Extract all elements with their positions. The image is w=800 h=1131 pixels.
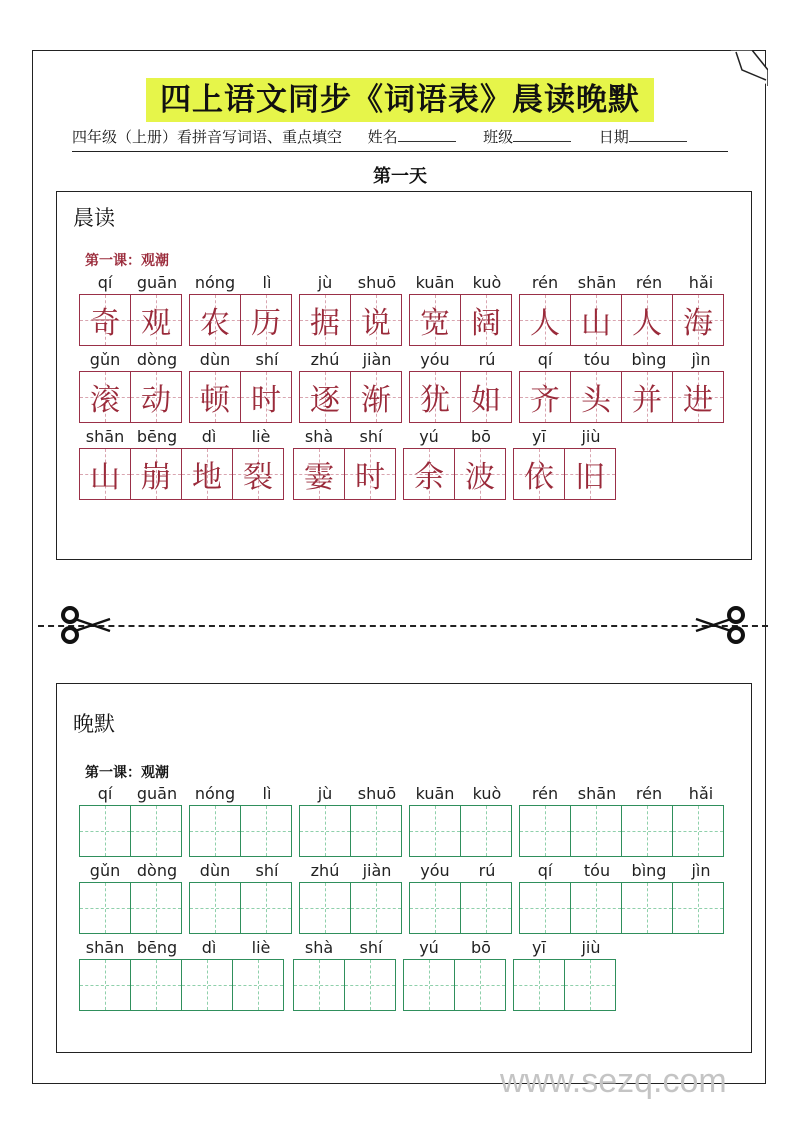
pinyin-label: shí [255, 861, 279, 880]
worksheet-title: 四上语文同步《词语表》晨读晚默 [146, 78, 654, 122]
character-cell [189, 371, 241, 423]
pinyin-label: kuò [472, 784, 502, 803]
pinyin-label: shuō [357, 273, 397, 292]
hanzi-character: 头 [581, 383, 611, 418]
word-group [403, 426, 507, 500]
word-group [409, 272, 513, 346]
writing-cell[interactable] [79, 959, 131, 1011]
word-group [519, 860, 727, 934]
pinyin-label: yú [419, 938, 439, 957]
character-cell [350, 371, 402, 423]
hanzi-character: 余 [414, 460, 444, 495]
scissors-right-icon [692, 605, 748, 645]
character-cell [672, 371, 724, 423]
tianzige-cells [293, 959, 397, 1011]
word-group [519, 783, 727, 857]
pinyin-label: bìng [631, 861, 667, 880]
character-cell [519, 294, 571, 346]
pinyin-label: qí [537, 861, 553, 880]
character-cell [409, 294, 461, 346]
hanzi-character: 旧 [575, 460, 605, 495]
tianzige-cells [409, 805, 513, 857]
hanzi-character: 裂 [243, 460, 273, 495]
pinyin-label: jiù [581, 427, 601, 446]
pinyin-label: dùn [199, 350, 231, 369]
pinyin-label: lì [262, 273, 272, 292]
class-label: 班级 [483, 128, 514, 146]
character-cell [672, 294, 724, 346]
writing-cell[interactable] [564, 959, 616, 1011]
tianzige-cells [409, 882, 513, 934]
word-group [189, 272, 293, 346]
pinyin-label: gǔn [89, 861, 121, 880]
pinyin-row [79, 426, 287, 448]
character-cell [350, 294, 402, 346]
date-blank [629, 127, 687, 142]
pinyin-label: hǎi [688, 273, 714, 292]
pinyin-label: kuān [415, 784, 455, 803]
word-row [79, 426, 739, 500]
pinyin-label: yóu [420, 861, 450, 880]
pinyin-label: rén [635, 273, 663, 292]
pinyin-label: shuō [357, 784, 397, 803]
character-cell [519, 371, 571, 423]
pinyin-label: qí [97, 273, 113, 292]
word-row [79, 272, 739, 346]
pinyin-row [519, 860, 727, 882]
hanzi-character: 渐 [361, 383, 391, 418]
evening-dictation-box [56, 683, 752, 1053]
character-cell [344, 448, 396, 500]
character-cell [621, 294, 673, 346]
pinyin-label: shān [577, 273, 617, 292]
writing-cell[interactable] [409, 805, 461, 857]
pinyin-label: yú [419, 427, 439, 446]
hanzi-character: 齐 [530, 383, 560, 418]
pinyin-label: shān [85, 938, 125, 957]
writing-cell[interactable] [232, 959, 284, 1011]
character-cell [79, 371, 131, 423]
tianzige-cells [519, 805, 727, 857]
writing-cell[interactable] [454, 959, 506, 1011]
word-group [79, 426, 287, 500]
grade-instructions: 四年级（上册）看拼音写词语、重点填空 [72, 128, 343, 146]
character-cell [564, 448, 616, 500]
pinyin-label: shí [255, 350, 279, 369]
writing-cell[interactable] [79, 882, 131, 934]
pinyin-label: rú [478, 861, 496, 880]
pinyin-label: dì [201, 427, 217, 446]
character-cell [409, 371, 461, 423]
pinyin-label: dì [201, 938, 217, 957]
evening-lesson-title: 第一课：观潮 [85, 765, 169, 781]
pinyin-label: gǔn [89, 350, 121, 369]
character-cell [299, 371, 351, 423]
writing-cell[interactable] [130, 959, 182, 1011]
tianzige-cells [519, 371, 727, 423]
pinyin-label: rén [635, 784, 663, 803]
hanzi-character: 农 [200, 306, 230, 341]
character-cell [570, 294, 622, 346]
pinyin-label: qí [97, 784, 113, 803]
word-group [189, 783, 293, 857]
tianzige-cells [403, 959, 507, 1011]
writing-cell[interactable] [130, 882, 182, 934]
word-group [189, 349, 293, 423]
hanzi-character: 历 [251, 306, 281, 341]
pinyin-label: kuān [415, 273, 455, 292]
pinyin-row [409, 349, 513, 371]
hanzi-character: 崩 [141, 460, 171, 495]
pinyin-row [189, 272, 293, 294]
scissors-left-icon [58, 605, 114, 645]
pinyin-label: tóu [583, 861, 611, 880]
word-row [79, 349, 739, 423]
pinyin-label: rú [478, 350, 496, 369]
word-group [299, 349, 403, 423]
word-group [79, 272, 183, 346]
character-cell [621, 371, 673, 423]
character-cell [130, 294, 182, 346]
character-cell [79, 448, 131, 500]
word-row [79, 937, 739, 1011]
pinyin-row [189, 860, 293, 882]
pinyin-row [409, 783, 513, 805]
writing-cell[interactable] [403, 959, 455, 1011]
tianzige-cells [79, 371, 183, 423]
hanzi-character: 人 [530, 306, 560, 341]
pinyin-row [299, 783, 403, 805]
date-label: 日期 [598, 128, 629, 146]
word-row [79, 783, 739, 857]
word-group [519, 272, 727, 346]
pinyin-row [403, 426, 507, 448]
morning-lesson-title: 第一课：观潮 [85, 253, 169, 269]
pinyin-label: jiàn [362, 350, 392, 369]
pinyin-label: zhú [310, 861, 340, 880]
pinyin-label: jiù [581, 938, 601, 957]
pinyin-label: dùn [199, 861, 231, 880]
writing-cell[interactable] [240, 805, 292, 857]
pinyin-label: hǎi [688, 784, 714, 803]
word-group [409, 349, 513, 423]
word-group [293, 937, 397, 1011]
tianzige-cells [409, 371, 513, 423]
writing-cell[interactable] [299, 805, 351, 857]
pinyin-label: rén [531, 784, 559, 803]
character-cell [460, 371, 512, 423]
hanzi-character: 进 [683, 383, 713, 418]
writing-cell[interactable] [570, 882, 622, 934]
pinyin-label: kuò [472, 273, 502, 292]
pinyin-row [519, 783, 727, 805]
writing-cell[interactable] [460, 882, 512, 934]
word-group [513, 426, 617, 500]
hanzi-character: 观 [141, 306, 171, 341]
tianzige-cells [513, 448, 617, 500]
writing-cell[interactable] [519, 882, 571, 934]
character-cell [130, 448, 182, 500]
writing-cell[interactable] [189, 882, 241, 934]
writing-cell[interactable] [672, 805, 724, 857]
word-group [403, 937, 507, 1011]
pinyin-row [189, 783, 293, 805]
tianzige-cells [189, 882, 293, 934]
pinyin-label: bō [471, 427, 491, 446]
hanzi-character: 并 [632, 383, 662, 418]
hanzi-character: 依 [524, 460, 554, 495]
tianzige-cells [513, 959, 617, 1011]
pinyin-row [299, 349, 403, 371]
pinyin-label: shà [304, 938, 334, 957]
hanzi-character: 滚 [90, 383, 120, 418]
pinyin-label: qí [537, 350, 553, 369]
tianzige-cells [299, 805, 403, 857]
character-cell [232, 448, 284, 500]
pinyin-row [513, 937, 617, 959]
pinyin-label: tóu [583, 350, 611, 369]
pinyin-label: yóu [420, 350, 450, 369]
hanzi-character: 山 [581, 306, 611, 341]
pinyin-label: shà [304, 427, 334, 446]
hanzi-character: 时 [251, 383, 281, 418]
hanzi-character: 山 [90, 460, 120, 495]
pinyin-row [299, 272, 403, 294]
hanzi-character: 海 [683, 306, 713, 341]
pinyin-row [519, 349, 727, 371]
pinyin-label: dòng [136, 350, 178, 369]
pinyin-label: shān [577, 784, 617, 803]
pinyin-label: bìng [631, 350, 667, 369]
tianzige-cells [79, 959, 287, 1011]
writing-cell[interactable] [519, 805, 571, 857]
morning-reading-box [56, 191, 752, 560]
pinyin-label: shān [85, 427, 125, 446]
character-cell [403, 448, 455, 500]
pinyin-row [293, 937, 397, 959]
pinyin-label: jìn [691, 350, 711, 369]
character-cell [460, 294, 512, 346]
pinyin-row [409, 860, 513, 882]
tianzige-cells [519, 882, 727, 934]
hanzi-character: 宽 [420, 306, 450, 341]
tianzige-cells [409, 294, 513, 346]
character-cell [240, 371, 292, 423]
writing-cell[interactable] [460, 805, 512, 857]
writing-cell[interactable] [79, 805, 131, 857]
writing-cell[interactable] [240, 882, 292, 934]
writing-cell[interactable] [293, 959, 345, 1011]
word-group [79, 860, 183, 934]
pinyin-row [403, 937, 507, 959]
word-group [519, 349, 727, 423]
watermark: www.sezq.com [500, 1062, 727, 1100]
pinyin-label: dòng [136, 861, 178, 880]
pinyin-row [189, 349, 293, 371]
tianzige-cells [299, 882, 403, 934]
pinyin-label: rén [531, 273, 559, 292]
pinyin-row [79, 860, 183, 882]
pinyin-label: guān [136, 784, 178, 803]
pinyin-label: bō [471, 938, 491, 957]
writing-cell[interactable] [350, 882, 402, 934]
class-blank [513, 127, 571, 142]
name-blank [398, 127, 456, 142]
tianzige-cells [79, 294, 183, 346]
pinyin-row [513, 426, 617, 448]
tianzige-cells [189, 805, 293, 857]
hanzi-character: 阔 [471, 306, 501, 341]
tianzige-cells [189, 371, 293, 423]
hanzi-character: 地 [192, 460, 222, 495]
pinyin-row [519, 272, 727, 294]
hanzi-character: 如 [471, 383, 501, 418]
tianzige-cells [79, 805, 183, 857]
cut-line [38, 625, 768, 627]
tianzige-cells [299, 371, 403, 423]
writing-cell[interactable] [621, 882, 673, 934]
writing-cell[interactable] [409, 882, 461, 934]
word-group [299, 783, 403, 857]
pinyin-row [299, 860, 403, 882]
character-cell [454, 448, 506, 500]
writing-cell[interactable] [130, 805, 182, 857]
hanzi-character: 霎 [304, 460, 334, 495]
word-group [293, 426, 397, 500]
pinyin-label: jù [317, 273, 333, 292]
pinyin-label: zhú [310, 350, 340, 369]
writing-cell[interactable] [570, 805, 622, 857]
pinyin-label: guān [136, 273, 178, 292]
hanzi-character: 逐 [310, 383, 340, 418]
hanzi-character: 时 [355, 460, 385, 495]
tianzige-cells [519, 294, 727, 346]
hanzi-character: 犹 [420, 383, 450, 418]
pinyin-label: shí [359, 427, 383, 446]
pinyin-label: yī [532, 938, 546, 957]
worksheet-subtitle [72, 126, 728, 152]
hanzi-character: 波 [465, 460, 495, 495]
writing-cell[interactable] [344, 959, 396, 1011]
day-heading: 第一天 [373, 166, 427, 187]
hanzi-character: 顿 [200, 383, 230, 418]
hanzi-character: 说 [361, 306, 391, 341]
pinyin-label: bēng [136, 938, 178, 957]
pinyin-label: jìn [691, 861, 711, 880]
pinyin-row [293, 426, 397, 448]
hanzi-character: 据 [310, 306, 340, 341]
word-group [299, 272, 403, 346]
hanzi-character: 人 [632, 306, 662, 341]
tianzige-cells [403, 448, 507, 500]
word-group [189, 860, 293, 934]
writing-cell[interactable] [350, 805, 402, 857]
tianzige-cells [299, 294, 403, 346]
character-cell [181, 448, 233, 500]
pinyin-label: jiàn [362, 861, 392, 880]
word-group [513, 937, 617, 1011]
pinyin-label: liè [251, 938, 271, 957]
tianzige-cells [293, 448, 397, 500]
pinyin-label: jù [317, 784, 333, 803]
word-group [79, 349, 183, 423]
word-group [79, 783, 183, 857]
writing-cell[interactable] [621, 805, 673, 857]
character-cell [240, 294, 292, 346]
word-group [79, 937, 287, 1011]
tianzige-cells [79, 448, 287, 500]
pinyin-label: lì [262, 784, 272, 803]
character-cell [570, 371, 622, 423]
evening-word-grid [79, 783, 739, 1014]
word-group [409, 783, 513, 857]
character-cell [79, 294, 131, 346]
evening-label: 晚默 [73, 712, 115, 736]
hanzi-character: 奇 [90, 306, 120, 341]
character-cell [130, 371, 182, 423]
title-container [0, 78, 800, 122]
word-row [79, 860, 739, 934]
writing-cell[interactable] [513, 959, 565, 1011]
tianzige-cells [79, 882, 183, 934]
pinyin-row [79, 937, 287, 959]
pinyin-row [79, 272, 183, 294]
writing-cell[interactable] [181, 959, 233, 1011]
character-cell [293, 448, 345, 500]
writing-cell[interactable] [672, 882, 724, 934]
word-group [409, 860, 513, 934]
pinyin-label: shí [359, 938, 383, 957]
pinyin-row [409, 272, 513, 294]
character-cell [299, 294, 351, 346]
name-label: 姓名 [367, 128, 398, 146]
pinyin-label: liè [251, 427, 271, 446]
morning-label: 晨读 [73, 206, 115, 230]
pinyin-label: nóng [194, 273, 236, 292]
pinyin-row [79, 783, 183, 805]
pinyin-row [79, 349, 183, 371]
writing-cell[interactable] [299, 882, 351, 934]
tianzige-cells [189, 294, 293, 346]
hanzi-character: 动 [141, 383, 171, 418]
character-cell [189, 294, 241, 346]
pinyin-label: nóng [194, 784, 236, 803]
character-cell [513, 448, 565, 500]
word-group [299, 860, 403, 934]
writing-cell[interactable] [189, 805, 241, 857]
morning-word-grid [79, 272, 739, 503]
pinyin-label: yī [532, 427, 546, 446]
pinyin-label: bēng [136, 427, 178, 446]
